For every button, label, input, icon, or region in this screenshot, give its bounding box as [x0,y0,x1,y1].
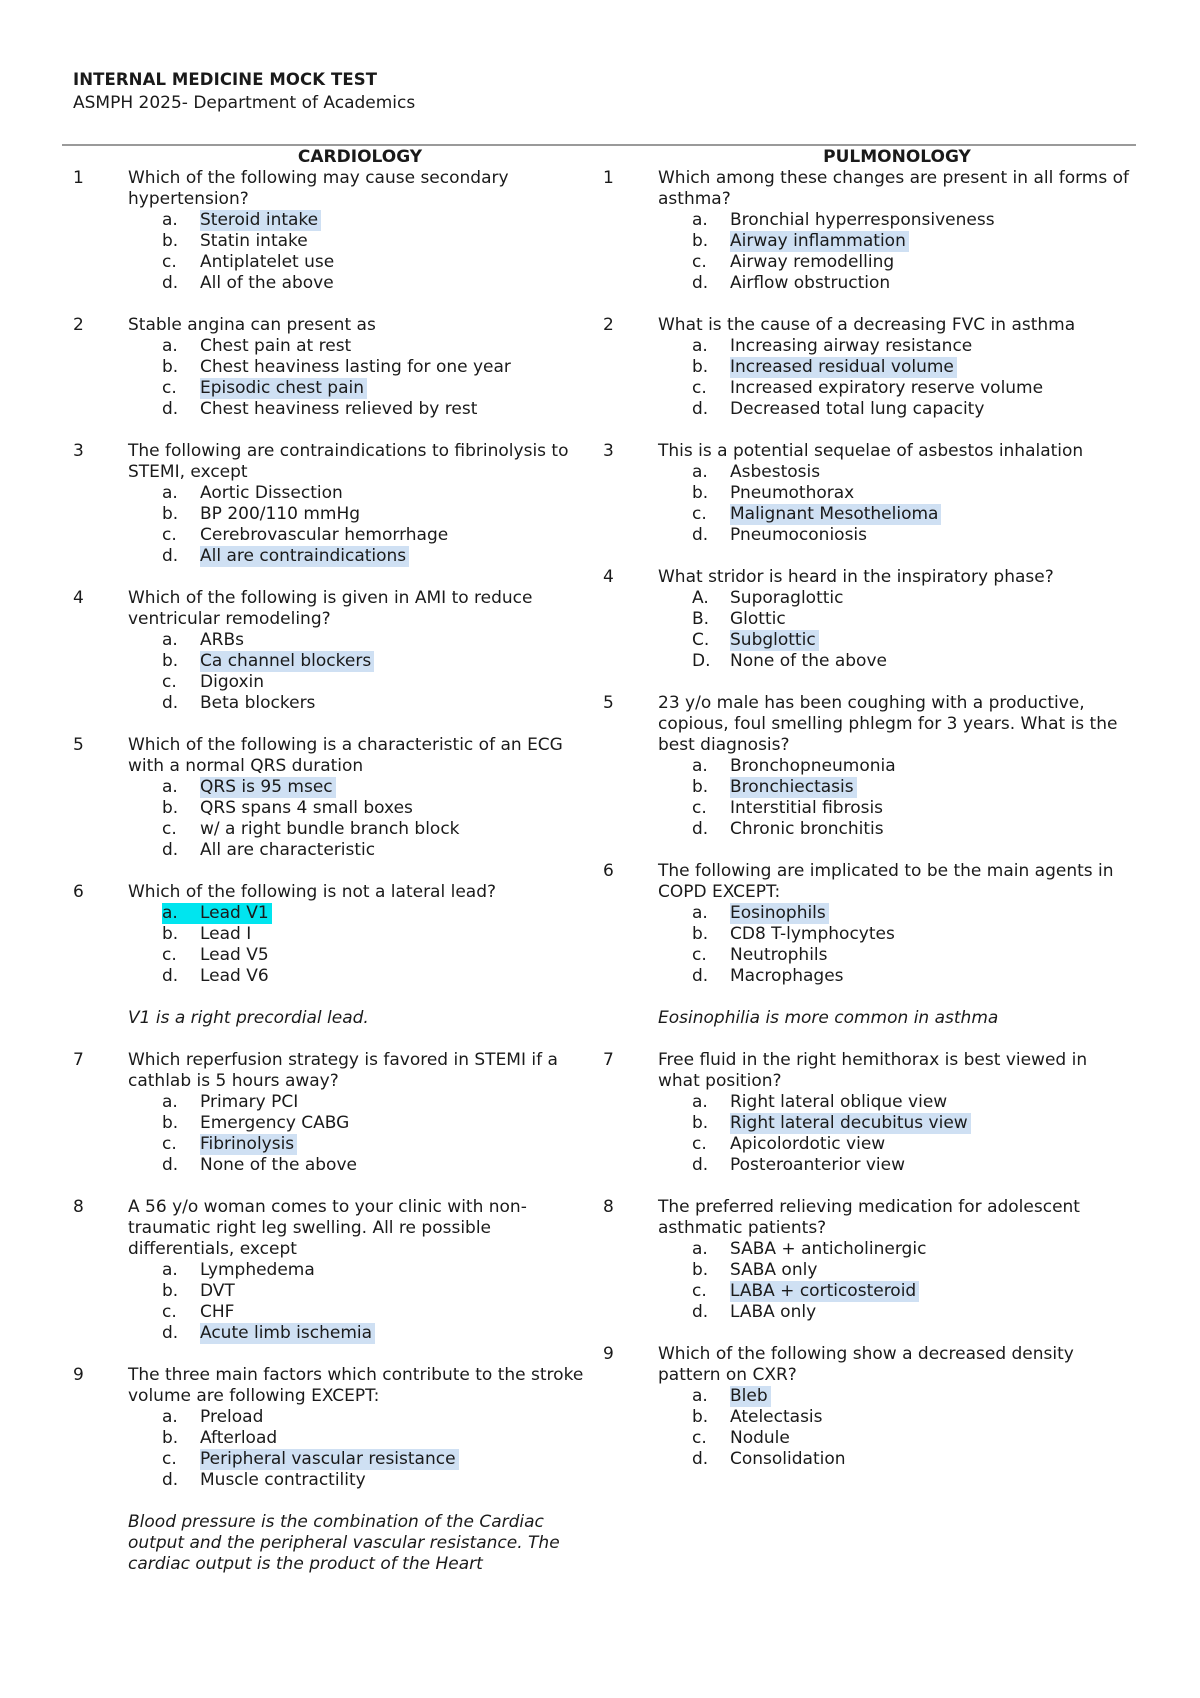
option-letter: c. [162,945,177,965]
option-highlighted [692,1113,1136,1134]
option [162,672,592,693]
option-letter: d. [692,525,709,545]
option-letter: a. [692,1092,708,1112]
option [692,819,1136,840]
question-item [62,1050,592,1176]
option-text: LABA only [730,1302,817,1322]
option-highlighted [692,777,1136,798]
option-letter: B. [692,609,710,629]
options-list [692,588,1136,672]
option-text: Increased expiratory reserve volume [730,378,1044,398]
question-text: 23 y/o male has been coughing with a productive, copious, foul smelling phlegm for 3 years. What is the best diagnosis? [658,693,1118,755]
option-text: Digoxin [200,672,265,692]
option-text: Primary PCI [200,1092,299,1112]
option-letter: b. [162,1428,179,1448]
question-text: The preferred relieving medication for adolescent asthmatic patients? [658,1197,1080,1238]
question-item [62,1365,592,1575]
option-letter: b. [692,1113,709,1133]
option [162,945,592,966]
question-text: Which of the following show a decreased density pattern on CXR? [658,1344,1074,1385]
option-highlighted [692,1281,1136,1302]
option-letter: a. [692,903,708,923]
question-text: Which of the following is given in AMI to reduce ventricular remodeling? [128,588,533,629]
option [162,525,592,546]
option-letter: a. [692,210,708,230]
option-text: Bronchopneumonia [730,756,896,776]
option [692,1239,1136,1260]
option [162,966,592,987]
question-item [62,1197,592,1344]
option [162,1092,592,1113]
option [162,840,592,861]
option-letter: b. [692,357,709,377]
option-text: All are characteristic [200,840,376,860]
option-text: SABA only [730,1260,818,1280]
option-letter: b. [692,1407,709,1427]
question-item [592,441,1136,546]
options-list [162,210,592,294]
option-letter: c. [162,672,177,692]
option [162,252,592,273]
option-highlighted [692,1386,1136,1407]
option-letter: d. [692,966,709,986]
option-text: Neutrophils [730,945,828,965]
option-letter: b. [692,483,709,503]
question-text: Which among these changes are present in all forms of asthma? [658,168,1129,209]
question-number: 4 [73,588,84,608]
option-letter: b. [162,924,179,944]
options-list [692,1239,1136,1323]
option-text: Aortic Dissection [200,483,343,503]
option-text: Increased residual volume [730,357,957,378]
option-letter: d. [692,399,709,419]
pulmonology-column [592,147,1136,1491]
option-text: CHF [200,1302,235,1322]
option-letter: b. [692,924,709,944]
options-list [692,756,1136,840]
option [162,1428,592,1449]
option-letter: b. [162,651,179,671]
option-text: Pneumoconiosis [730,525,868,545]
option-letter: c. [692,1281,707,1301]
option [162,1260,592,1281]
question-item [62,315,592,420]
option-text: Suporaglottic [730,588,844,608]
option-text: Glottic [730,609,786,629]
question-item [592,1197,1136,1323]
options-list [692,336,1136,420]
option [692,1134,1136,1155]
option [692,399,1136,420]
question-number: 1 [603,168,614,188]
option-letter: a. [692,462,708,482]
option-letter: b. [162,1113,179,1133]
question-text: The following are contraindications to fibrinolysis to STEMI, except [128,441,569,482]
option [692,798,1136,819]
options-list [692,210,1136,294]
question-text: This is a potential sequelae of asbestos inhalation [658,441,1084,461]
option-letter: b. [692,777,709,797]
option-letter: d. [162,966,179,986]
question-number: 5 [603,693,614,713]
option-text: Chest pain at rest [200,336,352,356]
option-letter: A. [692,588,709,608]
option-text: CD8 T-lymphocytes [730,924,895,944]
option-letter: c. [162,252,177,272]
option-text: Nodule [730,1428,790,1448]
options-list [162,1092,592,1176]
cardiology-heading: CARDIOLOGY [297,147,423,167]
option-text: Cerebrovascular hemorrhage [200,525,449,545]
option-text: All of the above [200,273,334,293]
option [162,273,592,294]
explanation-note: Blood pressure is the combination of the Cardiac output and the peripheral vascular resistance. The cardiac output is the product of the Heart [128,1512,560,1574]
option [692,525,1136,546]
option-text: Emergency CABG [200,1113,350,1133]
option [162,819,592,840]
question-number: 9 [73,1365,84,1385]
option-highlighted [692,231,1136,252]
option-letter: d. [162,1155,179,1175]
explanation-note: V1 is a right precordial lead. [128,1008,369,1028]
option-letter: c. [692,252,707,272]
question-text: Free fluid in the right hemithorax is best viewed in what position? [658,1050,1088,1091]
question-item [592,567,1136,672]
question-item [592,861,1136,1029]
option-highlighted [162,546,592,567]
option-letter: d. [162,273,179,293]
question-number: 1 [73,168,84,188]
cardiology-column [62,147,592,1596]
option-highlighted [162,210,592,231]
question-text: Which of the following may cause secondary hypertension? [128,168,509,209]
option [692,1092,1136,1113]
option-text: Fibrinolysis [200,1134,297,1155]
option-letter: c. [692,1134,707,1154]
option [692,336,1136,357]
question-item [62,882,592,1029]
option-letter: d. [162,693,179,713]
option-letter: d. [692,1302,709,1322]
option-text: Airway remodelling [730,252,895,272]
option-letter: c. [692,1428,707,1448]
options-list [692,1092,1136,1176]
option-letter: d. [692,273,709,293]
option-text: Afterload [200,1428,278,1448]
option-text: Lead V1 [200,903,272,924]
option-text: Right lateral oblique view [730,1092,948,1112]
option-letter: a. [692,336,708,356]
option-letter: c. [692,378,707,398]
option-text: Increasing airway resistance [730,336,973,356]
question-text: The three main factors which contribute to the stroke volume are following EXCEPT: [128,1365,584,1406]
option [162,1407,592,1428]
option-letter: d. [162,546,179,566]
option [692,462,1136,483]
question-text: Which reperfusion strategy is favored in STEMI if a cathlab is 5 hours away? [128,1050,558,1091]
option-letter: a. [692,756,708,776]
option-text: Subglottic [730,630,819,651]
options-list [162,1407,592,1491]
option-text: None of the above [200,1155,357,1175]
option-letter: b. [162,504,179,524]
option-text: Steroid intake [200,210,321,231]
question-text: A 56 y/o woman comes to your clinic with non-traumatic right leg swelling. All re possible differentials, except [128,1197,527,1259]
question-number: 6 [73,882,84,902]
option-highlighted [162,903,592,924]
option-text: BP 200/110 mmHg [200,504,361,524]
option-letter: c. [692,945,707,965]
option-text: Peripheral vascular resistance [200,1449,459,1470]
option-text: Consolidation [730,1449,846,1469]
option [692,1155,1136,1176]
option [692,924,1136,945]
option-highlighted [162,651,592,672]
option-letter: d. [692,1155,709,1175]
options-list [692,462,1136,546]
option [162,1155,592,1176]
option-letter: c. [162,819,177,839]
option [162,399,592,420]
option [162,1113,592,1134]
question-item [62,735,592,861]
option-letter: a. [162,1260,178,1280]
option-letter: d. [162,840,179,860]
option [692,483,1136,504]
question-text: The following are implicated to be the main agents in COPD EXCEPT: [658,861,1114,902]
option [692,651,1136,672]
option-text: Antiplatelet use [200,252,335,272]
document-subtitle: ASMPH 2025- Department of Academics [73,93,416,113]
option-text: SABA + anticholinergic [730,1239,927,1259]
option [692,1428,1136,1449]
option-text: Bleb [730,1386,771,1407]
question-item [592,315,1136,420]
question-text: Which of the following is a characteristic of an ECG with a normal QRS duration [128,735,563,776]
option-letter: c. [692,504,707,524]
option-text: Lymphedema [200,1260,315,1280]
option [162,504,592,525]
option-letter: d. [692,1449,709,1469]
header-divider [62,144,1136,146]
options-list [162,483,592,567]
option-letter: d. [162,399,179,419]
option-letter: c. [162,525,177,545]
option [162,1302,592,1323]
option-text: Bronchiectasis [730,777,857,798]
option-letter: a. [162,483,178,503]
question-item [592,168,1136,294]
option-letter: d. [162,1323,179,1343]
options-list [692,1386,1136,1470]
option-letter: b. [162,798,179,818]
option-letter: C. [692,630,710,650]
options-list [162,336,592,420]
option [162,1281,592,1302]
question-number: 3 [603,441,614,461]
option-text: None of the above [730,651,887,671]
option-text: Statin intake [200,231,308,251]
pulmonology-heading: PULMONOLOGY [823,147,971,167]
option [162,693,592,714]
document-header [73,70,415,113]
option-highlighted [692,504,1136,525]
option-letter: a. [692,1386,708,1406]
option-text: Interstitial fibrosis [730,798,884,818]
question-number: 9 [603,1344,614,1364]
option-highlighted [162,378,592,399]
option-text: ARBs [200,630,244,650]
option-letter: a. [162,1092,178,1112]
option-highlighted [162,1323,592,1344]
option [692,588,1136,609]
question-number: 2 [603,315,614,335]
question-number: 3 [73,441,84,461]
options-list [162,777,592,861]
option-letter: c. [692,798,707,818]
option [692,756,1136,777]
option-text: Preload [200,1407,264,1427]
question-text: What is the cause of a decreasing FVC in asthma [658,315,1076,335]
option-text: Posteroanterior view [730,1155,906,1175]
option [692,210,1136,231]
option [692,378,1136,399]
question-number: 7 [603,1050,614,1070]
option [162,231,592,252]
option-text: QRS is 95 msec [200,777,336,798]
option [162,483,592,504]
question-number: 6 [603,861,614,881]
option [692,966,1136,987]
question-number: 7 [73,1050,84,1070]
option-letter: a. [162,903,200,924]
option-letter: b. [692,231,709,251]
document-title: INTERNAL MEDICINE MOCK TEST [73,70,378,89]
option [162,630,592,651]
option [162,1470,592,1491]
question-text: Which of the following is not a lateral lead? [128,882,497,902]
option-text: Bronchial hyperresponsiveness [730,210,995,230]
question-item [592,1050,1136,1176]
option-text: Malignant Mesothelioma [730,504,941,525]
options-list [162,903,592,987]
option-letter: c. [162,378,177,398]
option [692,1449,1136,1470]
option-text: Decreased total lung capacity [730,399,985,419]
option-highlighted [162,1134,592,1155]
option-letter: D. [692,651,711,671]
question-number: 8 [73,1197,84,1217]
option-highlighted [162,1449,592,1470]
option [692,1302,1136,1323]
option-text: Atelectasis [730,1407,823,1427]
option-letter: a. [162,777,178,797]
option-letter: b. [162,1281,179,1301]
question-item [62,588,592,714]
option-text: Asbestosis [730,462,821,482]
option-highlighted [692,903,1136,924]
option-letter: c. [162,1449,177,1469]
option-highlighted [162,777,592,798]
option-text: Lead V5 [200,945,269,965]
option [692,273,1136,294]
option-text: Muscle contractility [200,1470,366,1490]
option-text: Beta blockers [200,693,316,713]
options-list [162,630,592,714]
option-letter: a. [162,1407,178,1427]
question-item [592,1344,1136,1470]
option [162,798,592,819]
option-highlighted [692,357,1136,378]
option [692,609,1136,630]
option-letter: a. [162,630,178,650]
option [162,924,592,945]
option-text: w/ a right bundle branch block [200,819,460,839]
option-text: Airflow obstruction [730,273,891,293]
option-highlighted [692,630,1136,651]
question-number: 8 [603,1197,614,1217]
option-text: All are contraindications [200,546,409,567]
option-text: Right lateral decubitus view [730,1113,971,1134]
option [692,1407,1136,1428]
question-item [592,693,1136,840]
option-text: Chest heaviness relieved by rest [200,399,478,419]
option [692,1260,1136,1281]
option-letter: a. [692,1239,708,1259]
option-text: Episodic chest pain [200,378,367,399]
options-list [162,1260,592,1344]
explanation-note: Eosinophilia is more common in asthma [658,1008,999,1028]
question-text: What stridor is heard in the inspiratory phase? [658,567,1054,587]
option-text: QRS spans 4 small boxes [200,798,413,818]
option-text: Pneumothorax [730,483,855,503]
option-letter: a. [162,336,178,356]
option-text: Airway inflammation [730,231,909,252]
question-number: 5 [73,735,84,755]
option-text: Macrophages [730,966,844,986]
question-item [62,168,592,294]
option-text: Chronic bronchitis [730,819,884,839]
option [692,945,1136,966]
option-text: DVT [200,1281,235,1301]
option-letter: b. [692,1260,709,1280]
options-list [692,903,1136,987]
option-text: Acute limb ischemia [200,1323,375,1344]
option-letter: c. [162,1302,177,1322]
option-text: Apicolordotic view [730,1134,886,1154]
option-letter: d. [692,819,709,839]
option-text: Lead V6 [200,966,269,986]
option [162,357,592,378]
option-text: LABA + corticosteroid [730,1281,919,1302]
question-item [62,441,592,567]
option-letter: c. [162,1134,177,1154]
option-letter: a. [162,210,178,230]
option [692,252,1136,273]
option-letter: b. [162,357,179,377]
option-text: Chest heaviness lasting for one year [200,357,511,377]
option-letter: b. [162,231,179,251]
question-number: 2 [73,315,84,335]
option-text: Eosinophils [730,903,829,924]
option-text: Ca channel blockers [200,651,374,672]
option [162,336,592,357]
question-text: Stable angina can present as [128,315,376,335]
option-letter: d. [162,1470,179,1490]
option-text: Lead I [200,924,252,944]
question-number: 4 [603,567,614,587]
